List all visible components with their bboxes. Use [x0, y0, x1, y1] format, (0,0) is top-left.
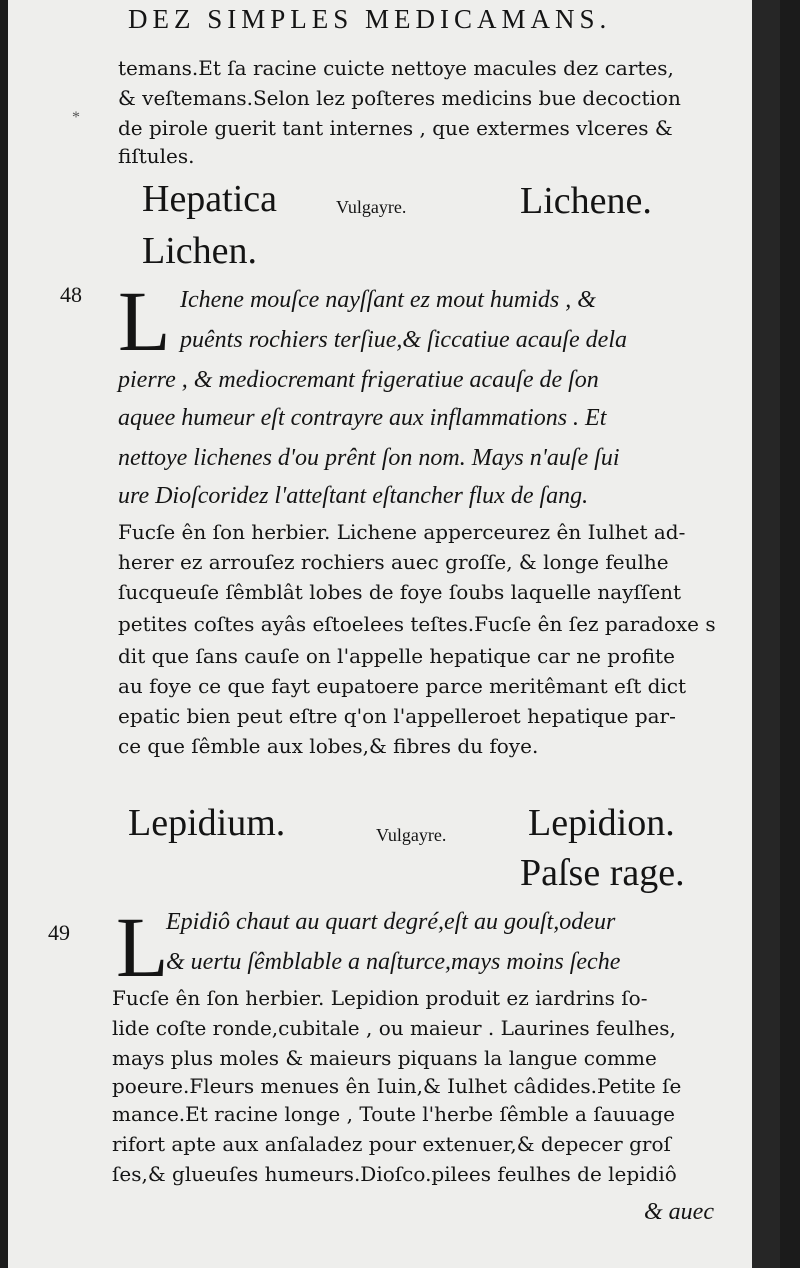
intro-line: temans.Et ſa racine cuicte nettoye macules dez cartes,	[118, 56, 674, 80]
italic-line: aquee humeur eſt contrayre aux inflammations . Et	[118, 405, 607, 431]
entry-heading-vulgar: Lepidion.	[528, 802, 675, 844]
body-line: dit que ſans cauſe on l'appelle hepatique car ne profite	[118, 644, 675, 668]
body-line: ce que ſêmble aux lobes,& fibres du foye.	[118, 734, 539, 758]
vulgar-label: Vulgayre.	[376, 825, 447, 845]
body-line: lide coſte ronde,cubitale , ou maieur . Laurines feulhes,	[112, 1016, 676, 1040]
book-page	[8, 0, 780, 1268]
entry-number: 49	[48, 920, 70, 945]
entry-heading-latin: Lepidium.	[128, 802, 286, 844]
body-line: mance.Et racine longe , Toute l'herbe ſêmble a ſauuage	[112, 1102, 675, 1126]
body-line: ſucqueuſe ſêmblât lobes de foye ſoubs laquelle nayſſent	[118, 580, 682, 604]
body-line: herer ez arrouſez rochiers auec groſſe, & longe feulhe	[118, 550, 669, 574]
entry-heading-vulgar-2: Paſse rage.	[520, 852, 685, 894]
body-line: Fucſe ên ſon herbier. Lichene apperceurez ên Iulhet ad-	[118, 520, 686, 544]
margin-mark: *	[72, 109, 80, 126]
body-line: rifort apte aux anſaladez pour extenuer,& depecer groſ	[112, 1132, 671, 1156]
italic-line: pierre , & mediocremant frigeratiue acauſe de ſon	[118, 367, 599, 393]
running-head: DEZ SIMPLES MEDICAMANS.	[128, 4, 612, 34]
entry-heading-vulgar: Lichene.	[520, 180, 652, 222]
body-line: petites coſtes ayâs eſtoelees teſtes.Fucſe ên ſez paradoxe s	[118, 612, 716, 636]
entry-heading-latin: Hepatica	[142, 178, 278, 220]
intro-line: & veſtemans.Selon lez poſteres medicins bue decoction	[118, 86, 681, 110]
body-line: poeure.Fleurs menues ên Iuin,& Iulhet câdides.Petite ſe	[112, 1074, 682, 1098]
catchword: & auec	[644, 1199, 714, 1225]
drop-cap: L	[118, 273, 171, 369]
italic-line: Ichene mouſce nayſſant ez mout humids , &	[180, 287, 596, 313]
italic-line: ure Dioſcoridez l'atteſtant eſtancher flux de ſang.	[118, 483, 589, 509]
vulgar-label: Vulgayre.	[336, 197, 407, 217]
entry-heading-greek: Lichen.	[142, 230, 258, 272]
entry-number: 48	[60, 282, 82, 307]
page-edge-shadow	[752, 0, 780, 1268]
intro-line: fiſtules.	[118, 144, 195, 168]
italic-line: & uertu ſêmblable a naſturce,mays moins ſeche	[166, 949, 621, 975]
body-line: epatic bien peut eſtre q'on l'appelleroet hepatique par-	[118, 704, 676, 728]
body-line: ſes,& glueuſes humeurs.Dioſco.pilees feulhes de lepidiô	[112, 1162, 677, 1186]
italic-line: puênts rochiers terſiue,& ſiccatiue acauſe dela	[180, 327, 627, 353]
body-line: mays plus moles & maieurs piquans la langue comme	[112, 1046, 657, 1070]
italic-line: nettoye lichenes d'ou prênt ſon nom. Mays n'auſe ſui	[118, 445, 620, 471]
intro-line: de pirole guerit tant internes , que extermes vlceres &	[118, 116, 673, 140]
body-line: au foye ce que fayt eupatoere parce meritêmant eſt dict	[118, 674, 687, 698]
body-line: Fucſe ên ſon herbier. Lepidion produit ez iardrins ſo-	[112, 986, 648, 1010]
italic-line: Epidiô chaut au quart degré,eſt au gouſt,odeur	[166, 909, 616, 935]
drop-cap: L	[116, 899, 169, 995]
